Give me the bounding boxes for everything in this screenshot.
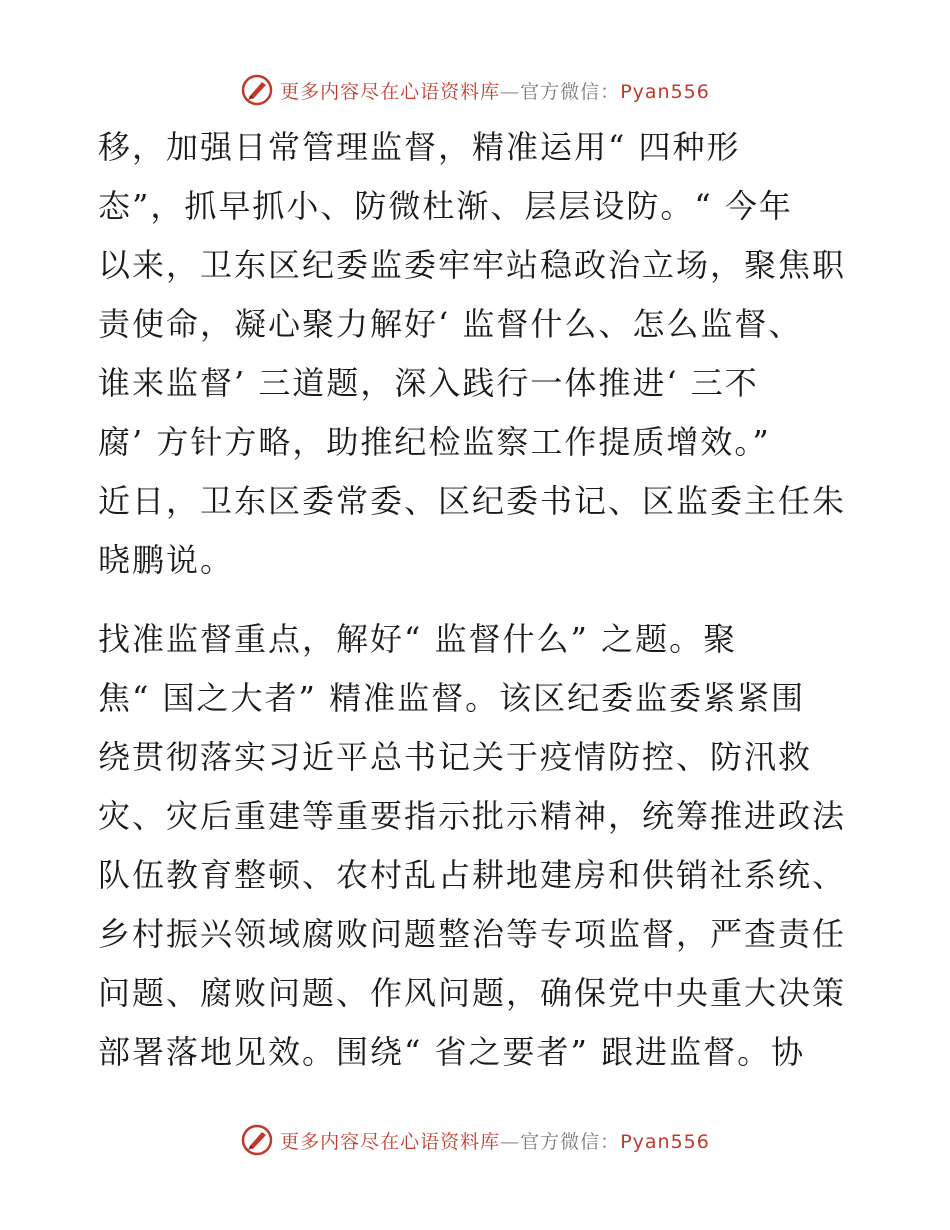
watermark-text: 更多内容尽在心语资料库—官方微信：Pyan556 (280, 1130, 710, 1153)
text-line: 乡村振兴领域腐败问题整治等专项监督，严查责任 (98, 915, 847, 953)
text-line: 焦“ 国之大者” 精准监督。该区纪委监委紧紧围 (98, 679, 806, 717)
text-line: 腐’ 方针方略，助推纪检监察工作提质增效。” (98, 423, 771, 461)
footer-watermark (0, 1120, 950, 1160)
text-line: 态”，抓早抓小、防微杜渐、层层设防。“ 今年 (98, 187, 793, 225)
text-line: 谁来监督’ 三道题，深入践行一体推进‘ 三不 (98, 364, 759, 402)
text-line: 责使命，凝心聚力解好‘ 监督什么、怎么监督、 (98, 305, 803, 343)
text-line: 以来，卫东区纪委监委牢牢站稳政治立场，聚焦职 (98, 246, 847, 284)
quill-pen-logo-icon (240, 73, 274, 107)
text-line: 绕贯彻落实习近平总书记关于疫情防控、防汛救 (98, 738, 813, 776)
text-line: 部署落地见效。围绕“ 省之要者” 跟进监督。协 (98, 1033, 806, 1071)
text-line: 队伍教育整顿、农村乱占耕地建房和供销社系统、 (98, 856, 847, 894)
paragraph-1 (98, 118, 858, 590)
text-line: 晓鹏说。 (98, 541, 235, 579)
paragraph-2 (98, 610, 858, 1082)
text-line: 找准监督重点，解好“ 监督什么” 之题。聚 (98, 620, 738, 658)
text-line: 灾、灾后重建等重要指示批示精神，统筹推进政法 (98, 797, 847, 835)
paragraph-gap (98, 590, 858, 610)
text-line: 移，加强日常管理监督，精准运用“ 四种形 (98, 128, 741, 166)
watermark-text: 更多内容尽在心语资料库—官方微信：Pyan556 (280, 80, 710, 103)
document-body (98, 118, 858, 1082)
header-watermark (0, 70, 950, 110)
text-line: 问题、腐败问题、作风问题，确保党中央重大决策 (98, 974, 847, 1012)
text-line: 近日，卫东区委常委、区纪委书记、区监委主任朱 (98, 482, 847, 520)
quill-pen-logo-icon (240, 1123, 274, 1157)
